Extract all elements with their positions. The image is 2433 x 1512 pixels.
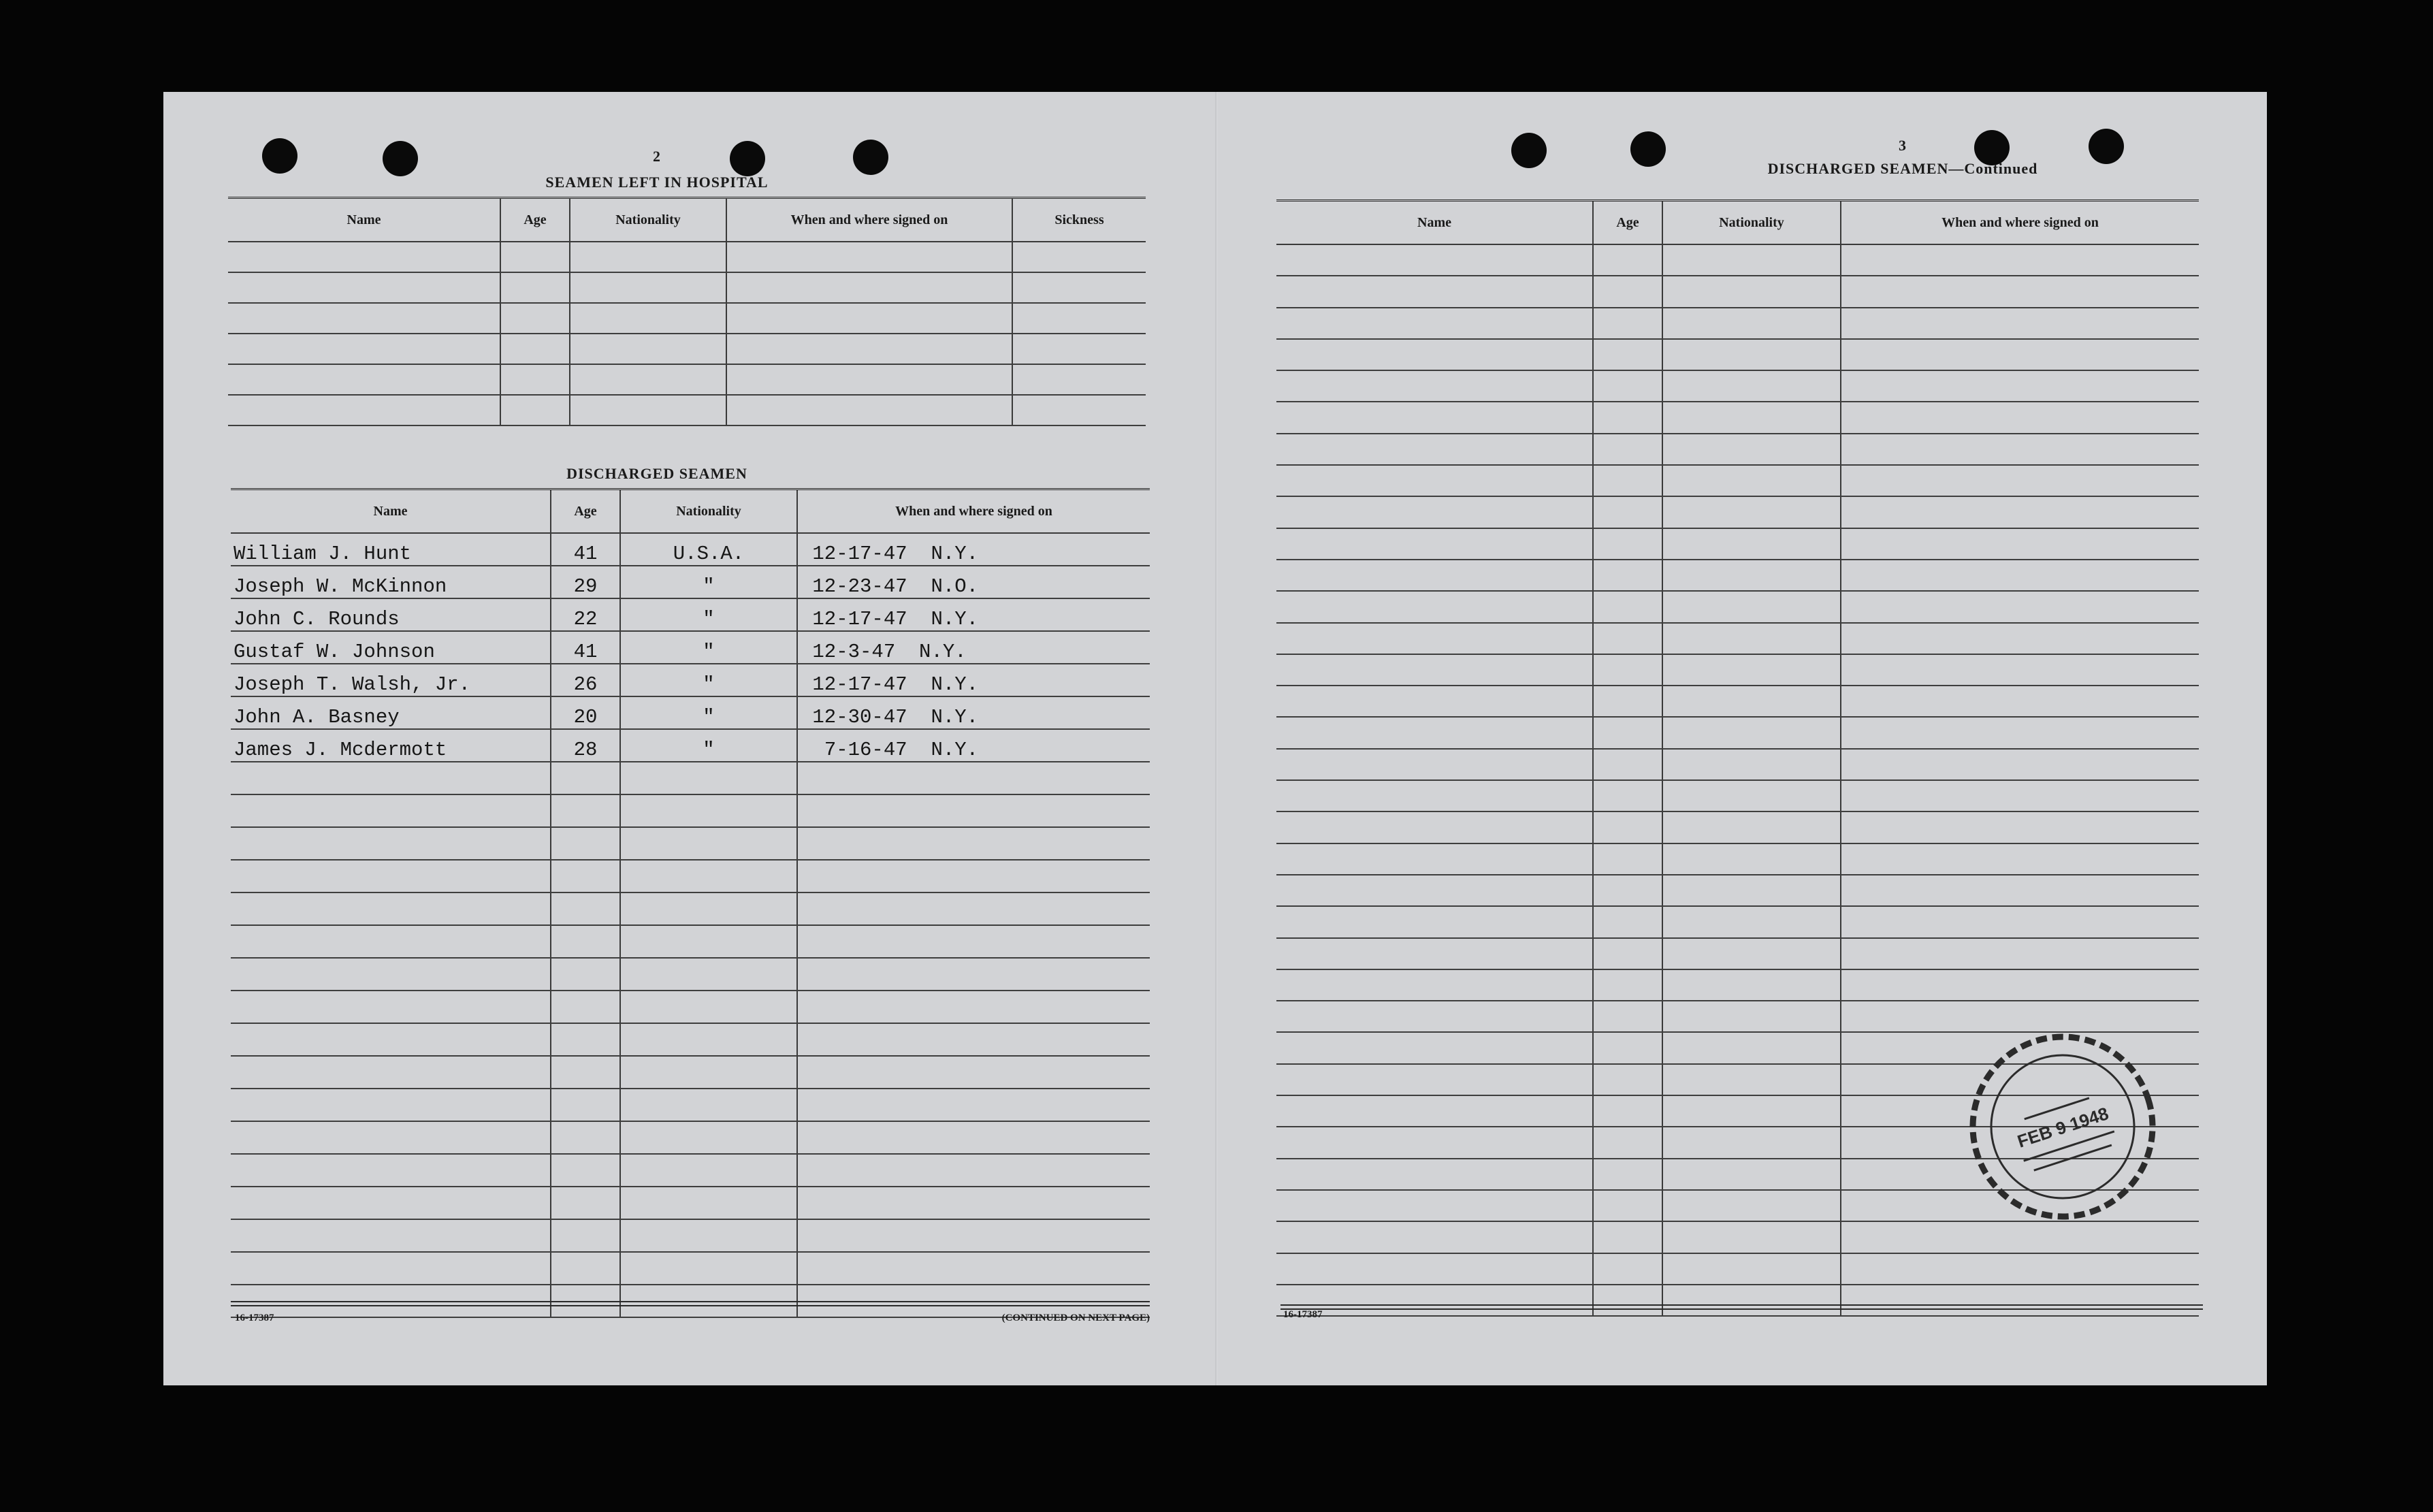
seaman-name: Joseph W. McKinnon (231, 566, 551, 598)
table-row (231, 533, 1150, 566)
column-header-nationality: Nationality (570, 198, 726, 242)
left-page (228, 140, 1215, 1379)
signed-on-date: 12-17-47 (812, 673, 907, 696)
table-row (231, 1056, 1150, 1089)
signed-on (797, 729, 1150, 762)
signed-on-place: N.Y. (931, 543, 979, 565)
table-row (1276, 938, 2199, 969)
signed-on-place: N.Y. (931, 739, 979, 761)
table-row (231, 598, 1150, 631)
table-row (231, 566, 1150, 598)
stamp-date: FEB 9 1948 (2014, 1103, 2111, 1152)
table-row (1276, 496, 2199, 528)
hospital-table (228, 197, 1146, 426)
signed-on-date: 7-16-47 (824, 739, 907, 761)
table-row (1276, 811, 2199, 843)
table-row (228, 395, 1146, 425)
table-row (231, 1121, 1150, 1154)
bottom-rule (231, 1301, 1150, 1306)
table-row (231, 860, 1150, 892)
continued-note: (CONTINUED ON NEXT PAGE) (1001, 1313, 1150, 1323)
signed-on (797, 566, 1150, 598)
table-row (231, 1154, 1150, 1187)
table-row (231, 696, 1150, 729)
signed-on-place: N.O. (931, 575, 979, 598)
table-row (231, 762, 1150, 794)
table-row (231, 1089, 1150, 1121)
table-row (231, 729, 1150, 762)
seaman-age: 28 (551, 729, 620, 762)
table-row (1276, 686, 2199, 717)
seaman-nationality: " (620, 696, 797, 729)
column-header-signed-on: When and where signed on (1841, 201, 2199, 245)
table-row (1276, 906, 2199, 937)
seaman-name: John C. Rounds (231, 598, 551, 631)
table-row (231, 892, 1150, 925)
table-row (228, 303, 1146, 334)
column-header-nationality: Nationality (620, 489, 797, 534)
table-row (231, 1252, 1150, 1285)
table-row (1276, 276, 2199, 307)
signed-on (797, 696, 1150, 729)
seaman-nationality: " (620, 729, 797, 762)
table-row (231, 958, 1150, 991)
seaman-name: Gustaf W. Johnson (231, 631, 551, 664)
seaman-age: 29 (551, 566, 620, 598)
form-number: 16-17387 (235, 1313, 274, 1323)
table-row (1276, 1285, 2199, 1316)
table-row (231, 1187, 1150, 1219)
seaman-name: James J. Mcdermott (231, 729, 551, 762)
table-row (231, 631, 1150, 664)
table-row (228, 364, 1146, 395)
table-row (228, 272, 1146, 303)
column-header-age: Age (500, 198, 570, 242)
seaman-nationality: " (620, 598, 797, 631)
table-row (1276, 528, 2199, 560)
signed-on (797, 598, 1150, 631)
signed-on (797, 533, 1150, 566)
column-header-signed-on: When and where signed on (797, 489, 1150, 534)
signed-on-place: N.Y. (931, 706, 979, 728)
table-row (1276, 244, 2199, 276)
column-header-nationality: Nationality (1662, 201, 1841, 245)
table-header-row (1276, 201, 2199, 245)
column-header-name: Name (228, 198, 500, 242)
page-number: 2 (653, 148, 661, 165)
seaman-age: 41 (551, 631, 620, 664)
seaman-nationality: U.S.A. (620, 533, 797, 566)
table-row (1276, 560, 2199, 591)
signed-on (797, 664, 1150, 696)
table-row (1276, 465, 2199, 496)
table-row (231, 925, 1150, 958)
table-row (231, 827, 1150, 860)
column-header-name: Name (231, 489, 551, 534)
seaman-age: 26 (551, 664, 620, 696)
right-page (1276, 137, 2243, 1379)
seaman-nationality: " (620, 566, 797, 598)
table-row (1276, 591, 2199, 622)
signed-on-date: 12-17-47 (812, 543, 907, 565)
discharged-section-title: DISCHARGED SEAMEN (566, 465, 747, 482)
signed-on-place: N.Y. (931, 673, 979, 696)
ledger-sheet (163, 92, 2267, 1385)
signed-on-date: 12-23-47 (812, 575, 907, 598)
column-header-sickness: Sickness (1012, 198, 1146, 242)
table-row (1276, 308, 2199, 339)
signed-on-date: 12-30-47 (812, 706, 907, 728)
table-row (1276, 843, 2199, 875)
seaman-name: Joseph T. Walsh, Jr. (231, 664, 551, 696)
signed-on-place: N.Y. (919, 641, 967, 663)
column-header-age: Age (1593, 201, 1662, 245)
table-row (231, 664, 1150, 696)
table-row (228, 334, 1146, 364)
table-row (1276, 339, 2199, 370)
table-row (1276, 749, 2199, 780)
table-row (1276, 370, 2199, 402)
discharged-table (231, 488, 1150, 1318)
signed-on (797, 631, 1150, 664)
seaman-age: 20 (551, 696, 620, 729)
table-row (231, 991, 1150, 1023)
seaman-age: 41 (551, 533, 620, 566)
table-row (228, 242, 1146, 272)
table-row (231, 794, 1150, 827)
seaman-nationality: " (620, 631, 797, 664)
seaman-nationality: " (620, 664, 797, 696)
bottom-rule (1280, 1304, 2203, 1310)
seaman-age: 22 (551, 598, 620, 631)
table-row (1276, 434, 2199, 465)
table-row (231, 1023, 1150, 1056)
table-row (1276, 717, 2199, 748)
receipt-stamp (1961, 1025, 2165, 1229)
column-header-name: Name (1276, 201, 1593, 245)
table-row (1276, 969, 2199, 1001)
signed-on-place: N.Y. (931, 608, 979, 630)
table-row (1276, 875, 2199, 906)
discharged-continued-title: DISCHARGED SEAMEN—Continued (1767, 160, 2038, 177)
table-header-row (228, 198, 1146, 242)
signed-on-date: 12-3-47 (812, 641, 896, 663)
table-row (1276, 654, 2199, 686)
table-row (231, 1219, 1150, 1252)
table-header-row (231, 489, 1150, 534)
page-number: 3 (1899, 137, 1907, 154)
column-header-age: Age (551, 489, 620, 534)
table-row (1276, 623, 2199, 654)
table-row (1276, 780, 2199, 811)
seaman-name: William J. Hunt (231, 533, 551, 566)
column-header-signed-on: When and where signed on (726, 198, 1012, 242)
hospital-section-title: SEAMEN LEFT IN HOSPITAL (545, 174, 769, 191)
page-fold (1215, 92, 1218, 1385)
form-number: 16-17387 (1283, 1309, 1323, 1320)
table-row (1276, 402, 2199, 433)
signed-on-date: 12-17-47 (812, 608, 907, 630)
table-row (1276, 1253, 2199, 1285)
seaman-name: John A. Basney (231, 696, 551, 729)
